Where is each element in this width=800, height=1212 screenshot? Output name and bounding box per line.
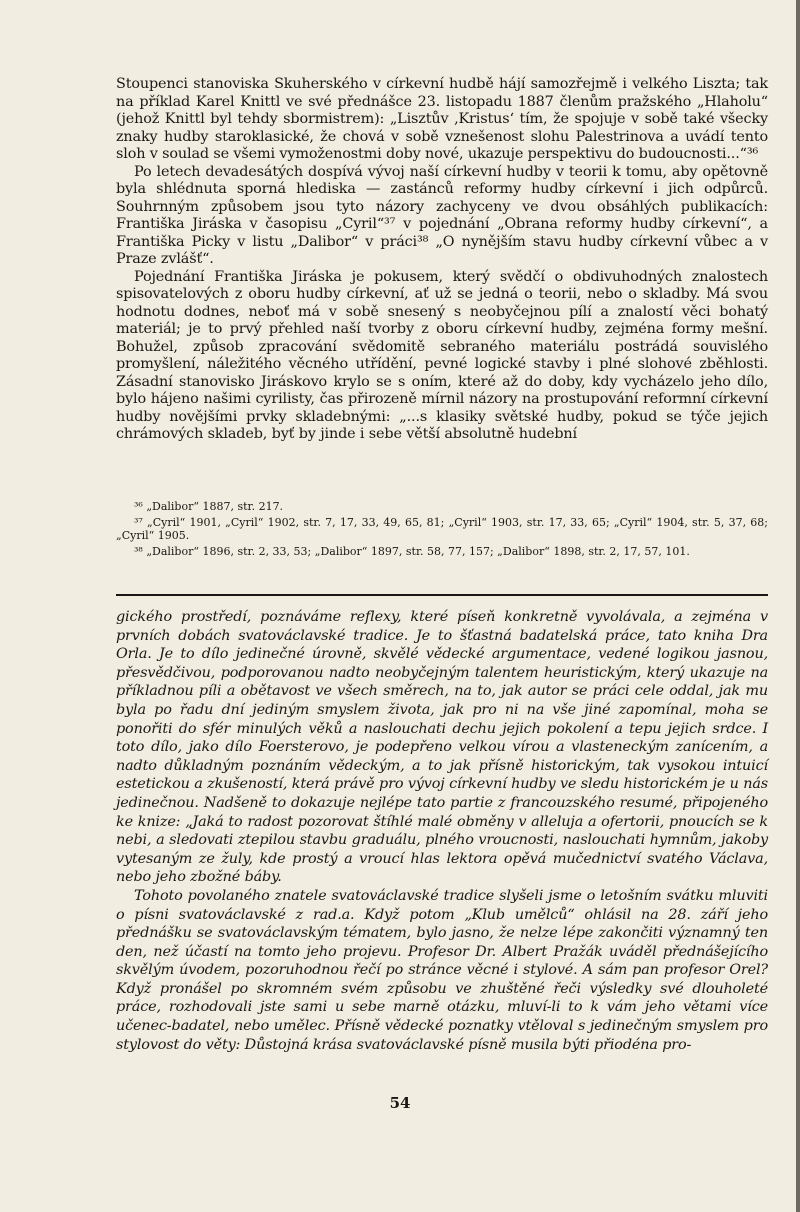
section-divider xyxy=(116,594,768,596)
footnote: ³⁶ „Dalibor“ 1887, str. 217. xyxy=(134,500,284,513)
paragraph: gického prostředí, poznáváme reflexy, které píseň konkretně vyvolávala, a zejména v prvních dobách svatováclavské tradice. Je to šťastná badatelská práce, tato kniha Dra Orla. Je to dílo jedinečné úrovně, skvělé vědecké argumentace, vedené logikou jasnou, přesvědčivou, podporovanou nadto neobyčejným talentem heuristickým, který ukazuje na příkladnou píli a obětavost ve všech směrech, na to, jak autor se práci cele oddal, jak mu byla po řadu dní jediným smyslem života, jak pro ni na vše jiné zapomínal, moha se ponořiti do sfér minulých věků a naslouchati dechu jejich pokolení a tepu jejich srdce. I toto dílo, jako dílo Foersterovo, je podepřeno velkou vírou a vlasteneckým zanícením, a nadto důkladným poznáním vědeckým, a to jak přísně historickým, tak vysokou intuicí estetickou a zkušeností, která právě pro vývoj církevní hudby ve sledu historickém je u nás jedinečnou. Nadšeně to dokazuje nejlépe tato partie z francouzského resumé, připojeného ke knize: „Jaká to radost pozorovat štíhlé malé obměny v alleluja a ofertorii, pnoucích se k nebi, a sledovati ztepilou stavbu graduálu, plného vroucnosti, naslouchati hymnům, jakoby vytesaným ze žuly, kde prostý a vroucí hlas lektora opěvá mučednictví svatého Václava, nebo jeho zbožné báby. xyxy=(116,609,768,886)
scan-edge xyxy=(796,0,800,1212)
paragraph: Po letech devadesátých dospívá vývoj naší církevní hudby v teorii k tomu, aby opětovně byla shlédnuta sporná hlediska — zastánců reformy hudby církevní i jich odpůrců. Souhrnným způsobem jsou tyto názory zachyceny ve dvou obsáhlých publikacích: Františka Jiráska v časopisu „Cyril“³⁷ v pojednání „Obrana reformy hudby církevní“, a Františka Picky v listu „Dalibor“ v práci³⁸ „O nynějším stavu hudby církevní vůbec a v Praze zvlášť“. xyxy=(116,163,768,267)
paragraph: Pojednání Františka Jiráska je pokusem, který svědčí o obdivuhodných znalostech spisovatelových z oboru hudby církevní, ať už se jedná o teorii, nebo o skladby. Má svou hodnotu dodnes, neboť má v sobě snesený s neobyčejnou pílí a znalostí věci bohatý materiál; je to prvý přehled naší tvorby z oboru církevní hudby, zejména formy mešní. Bohužel, způsob zpracování svědomitě sebraného materiálu postrádá souvislého promyšlení, náležitého věcného utřídění, pevné logické stavby i plné slohové zběhlosti. Zásadní stanovisko Jiráskovo krylo se s oním, které až do doby, kdy vycházelo jeho dílo, bylo hájeno našimi cyrilisty, čas přirozeně mírnil názory na prostupování reformní církevní hudby novějšími prvky skladebnými: „...s klasiky světské hudby, pokud se týče jejich chrámových skladeb, byť by jinde i sebe větší absolutně hudební xyxy=(116,268,768,442)
footnote: ³⁷ „Cyril“ 1901, „Cyril“ 1902, str. 7, 17, 33, 49, 65, 81; „Cyril“ 1903, str. 17, 33, 65; „Cyril“ 1904, str. 5, 37, 68; „Cyril“ 1905. xyxy=(116,515,768,542)
main-text-block xyxy=(116,76,768,444)
paragraph: Stoupenci stanoviska Skuherského v církevní hudbě hájí samozřejmě i velkého Liszta; tak na příklad Karel Knittl ve své přednášce 23. listopadu 1887 členům pražského „Hlaholu“ (jehož Knittl byl tehdy sbormistrem): „Lisztův ‚Kristus‘ tím, že spojuje v sobě také všecky znaky hudby staroklasické, že chová v sobě vznešenost slohu Palestrinova a uvádí tento sloh v soulad se všemi vymoženostmi doby nové, ukazuje perspektivu do budoucnosti...“³⁶ xyxy=(116,76,768,162)
page-number: 54 xyxy=(389,1094,411,1112)
footnotes xyxy=(116,500,768,560)
italic-text-block xyxy=(116,608,768,1054)
paragraph: Tohoto povolaného znatele svatováclavské tradice slyšeli jsme o letošním svátku mluviti o písni svatováclavské z rad.a. Když potom „Klub umělců“ ohlásil na 28. září jeho přednášku se svatováclavským tématem, bylo jasno, že nelze lépe zakončiti významný ten den, než účastí na tomto jeho projevu. Profesor Dr. Albert Pražák uváděl přednášejícího skvělým úvodem, pozoruhodnou řečí po stránce věcné i stylové. A sám pan profesor Orel? Když pronášel po skromném svém způsobu ve zhuštěné řeči výsledky své dlouholeté práce, rozhodovali jste sami u sebe marně otázku, mluví-li to k vám jeho větami více učenec-badatel, nebo umělec. Přísně vědecké poznatky vtěloval s jedinečným smyslem pro stylovost do věty: Důstojná krása svatováclavské písně musila býti přiodéna pro- xyxy=(116,887,768,1053)
footnote: ³⁸ „Dalibor“ 1896, str. 2, 33, 53; „Dalibor“ 1897, str. 58, 77, 157; „Dalibor“ 1898, str. 2, 17, 57, 101. xyxy=(134,544,690,558)
